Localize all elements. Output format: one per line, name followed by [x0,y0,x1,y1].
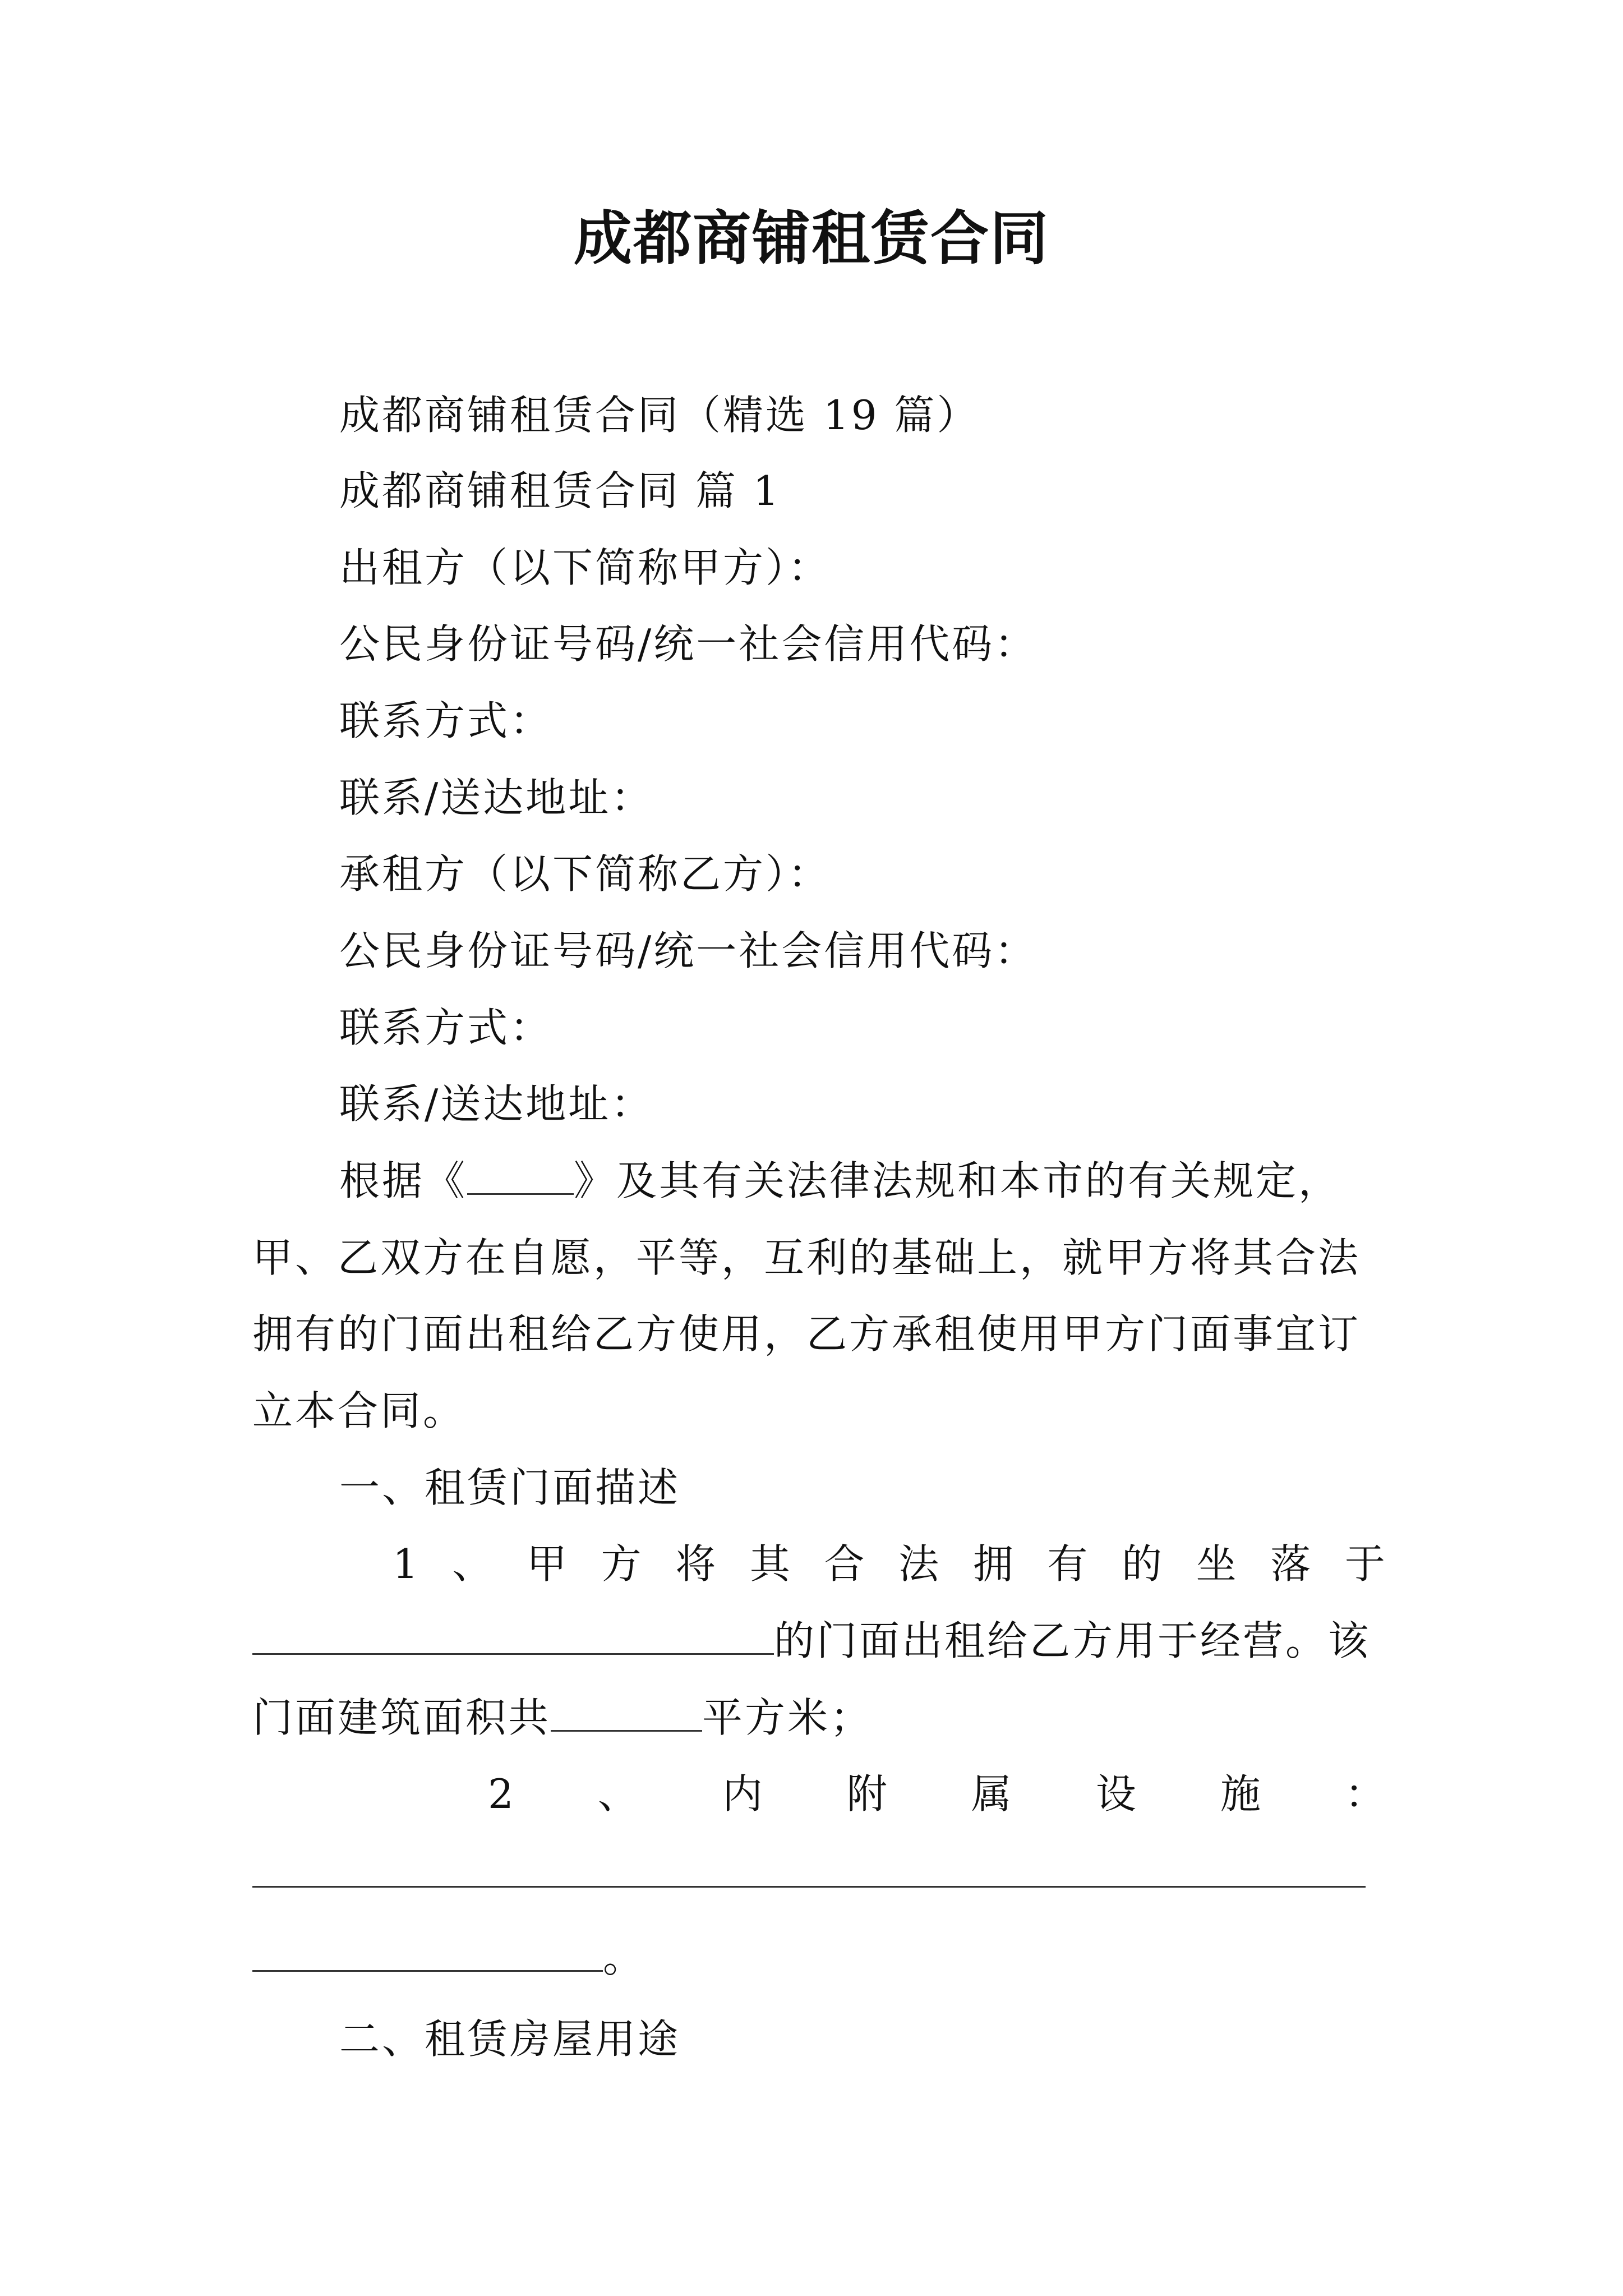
basis-text-a: 根据《 [339,1157,468,1204]
item-2-char: ： [1344,1770,1385,1818]
section-1-heading: 一、租赁门面描述 [339,1464,681,1511]
item-2-char: 、 [597,1770,638,1818]
item-1-char: 方 [601,1540,642,1588]
lessee-id-label: 公民身份证号码/统一社会信用代码： [339,927,1038,974]
lessee-contact-label: 联系方式： [339,1004,553,1051]
basis-paragraph-line-2: 甲、乙双方在自愿，平等，互利的基础上，就甲方将其合法 [252,1234,1361,1281]
item-1-line-3 [252,1690,1385,1746]
item-1-char: 于 [1344,1540,1385,1588]
location-blank [252,1614,774,1655]
item-2-char: 属 [971,1770,1012,1818]
lessee-address-label: 联系/送达地址： [339,1080,654,1128]
item-1-char: 的 [1122,1540,1163,1588]
item-1-char: 、 [452,1540,493,1588]
chapter-heading: 成都商铺租赁合同 篇 1 [339,467,781,514]
item-2-end: 。 [603,1934,646,1981]
item-1-char: 其 [749,1540,790,1588]
section-2-heading: 二、租赁房屋用途 [339,2016,681,2063]
lessee-label: 承租方（以下简称乙方）： [339,850,831,898]
area-unit: 平方米； [702,1694,873,1741]
basis-paragraph-line-1 [339,1153,1385,1209]
item-1-char: 落 [1270,1540,1311,1588]
lessor-address-label: 联系/送达地址： [339,774,654,821]
item-1-line-1 [393,1536,1385,1592]
item-1-char: 甲 [527,1540,568,1588]
item-2-line-3 [252,1930,1385,1986]
basis-paragraph-line-4: 立本合同。 [252,1387,466,1434]
lessor-id-label: 公民身份证号码/统一社会信用代码： [339,620,1038,668]
facilities-blank-end [252,1931,603,1972]
facilities-blank-line [252,1886,1366,1888]
subtitle-line: 成都商铺租赁合同（精选 19 篇） [339,392,980,439]
item-2-line-1 [488,1766,1385,1822]
basis-paragraph-line-3: 拥有的门面出租给乙方使用，乙方承租使用甲方门面事宜订 [252,1310,1361,1358]
item-1-char: 有 [1047,1540,1088,1588]
item-2-char: 设 [1095,1770,1136,1818]
lessor-contact-label: 联系方式： [339,697,553,744]
basis-text-b: 》及其有关法律法规和本市的有关规定， [574,1157,1341,1204]
document-title: 成都商铺租赁合同 [573,204,1049,273]
item-1-char: 拥 [972,1540,1013,1588]
item-2-char: 施 [1220,1770,1261,1818]
item-1-char: 坐 [1196,1540,1237,1588]
item-1-char: 1 [393,1540,418,1588]
item-1-char: 合 [824,1540,865,1588]
item-1-line-2 [252,1613,1385,1669]
lessor-label: 出租方（以下简称甲方）： [339,544,831,591]
area-blank [551,1691,702,1732]
area-label: 门面建筑面积共 [252,1694,551,1741]
item-1-char: 将 [675,1540,716,1588]
item-1-tail: 的门面出租给乙方用于经营。该 [774,1617,1371,1664]
item-1-char: 法 [898,1540,939,1588]
item-2-char: 2 [488,1770,514,1818]
item-2-char: 内 [722,1770,763,1818]
item-2-char: 附 [846,1770,887,1818]
law-name-blank [467,1154,574,1195]
